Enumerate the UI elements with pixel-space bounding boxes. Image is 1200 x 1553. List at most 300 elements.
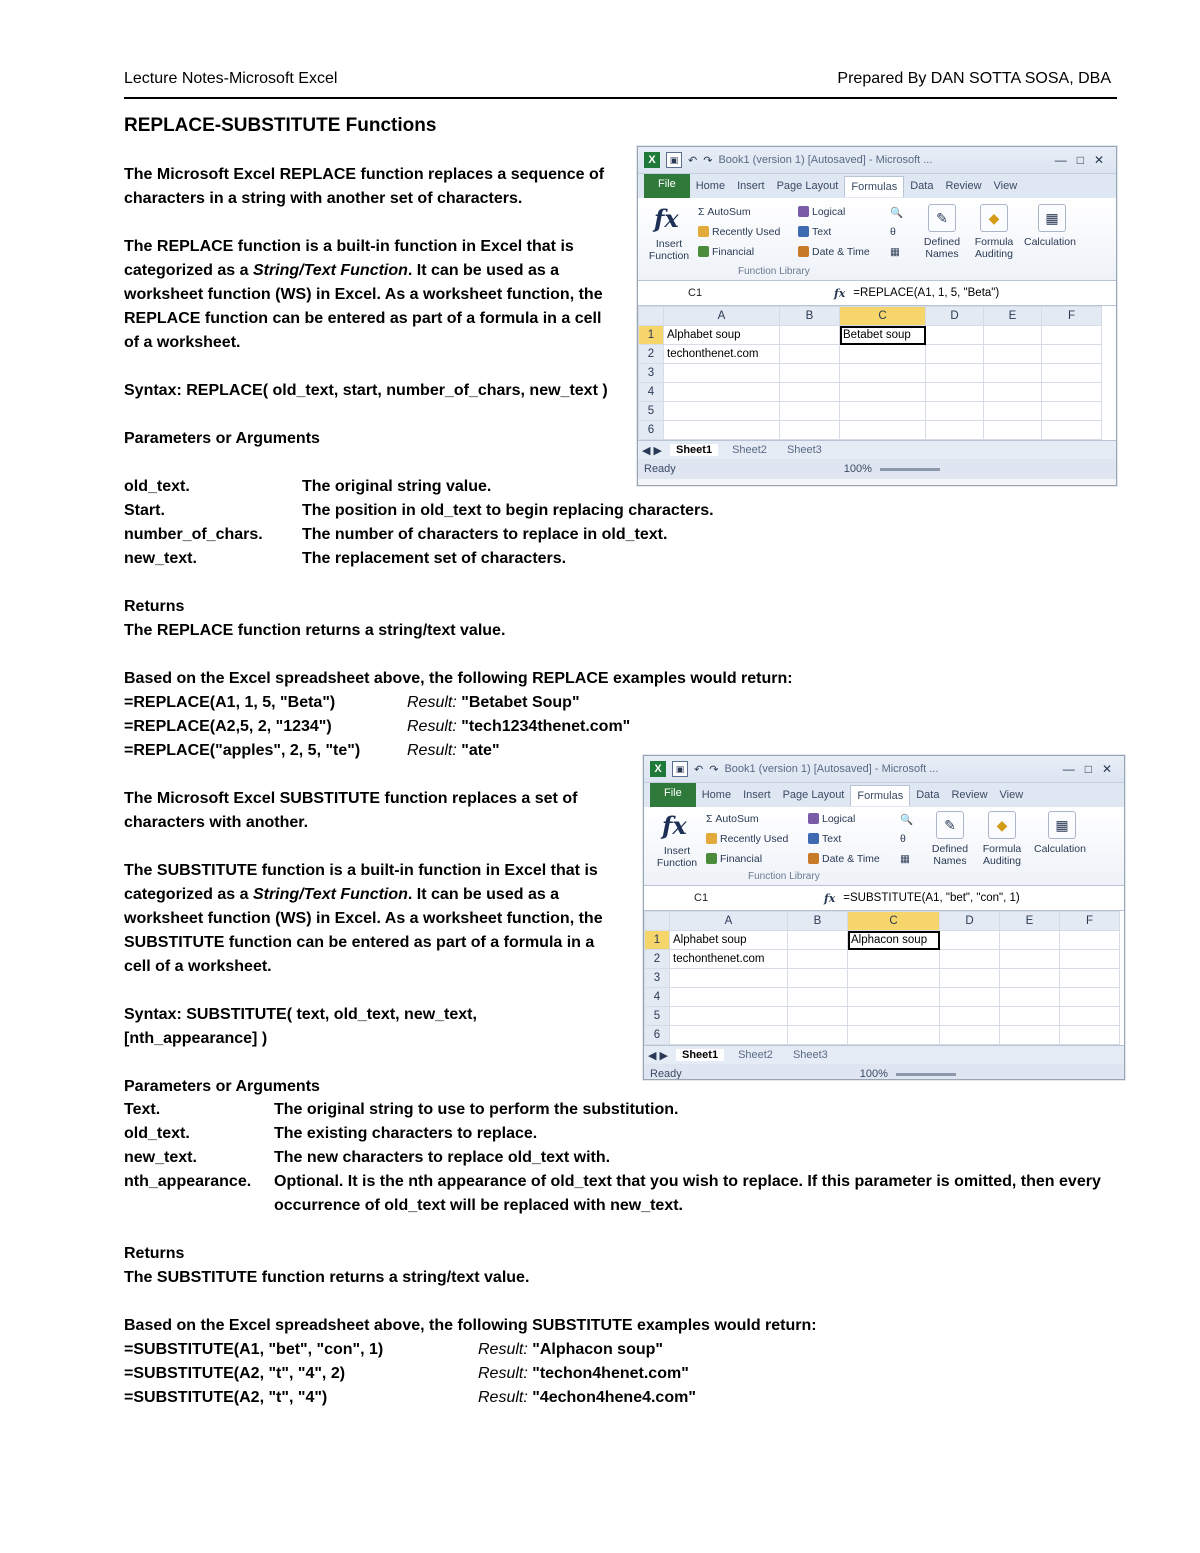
excel-logo-icon: X — [644, 152, 660, 168]
ribbon-tabs — [644, 783, 1124, 807]
param-desc: The position in old_text to begin replacing characters. — [302, 502, 714, 519]
formula-auditing-button[interactable]: Formula Auditing — [982, 843, 1022, 867]
param-desc: The new characters to replace old_text with. — [274, 1149, 611, 1166]
param-desc: The existing characters to replace. — [274, 1125, 538, 1142]
math-icon[interactable]: θ — [900, 833, 906, 845]
sheet-tab-1[interactable]: Sheet1 — [670, 444, 718, 456]
cell[interactable] — [664, 421, 780, 440]
save-icon[interactable]: ▣ — [672, 761, 688, 777]
cell[interactable] — [788, 931, 848, 950]
param-row — [124, 547, 924, 571]
cell[interactable] — [984, 421, 1042, 440]
defined-names-icon[interactable]: ✎ — [936, 811, 964, 839]
financial-button[interactable] — [706, 853, 762, 865]
zoom-slider[interactable] — [880, 468, 940, 471]
row-header[interactable]: 5 — [645, 1007, 670, 1026]
financial-button[interactable] — [698, 246, 754, 258]
lookup-icon[interactable]: 🔍 — [900, 814, 914, 826]
cell[interactable] — [1000, 931, 1060, 950]
table-row — [639, 345, 1102, 364]
cell[interactable] — [848, 1007, 940, 1026]
cell[interactable] — [1000, 1026, 1060, 1045]
table-row — [645, 1026, 1120, 1045]
status-text: Ready — [650, 1068, 682, 1080]
cell[interactable] — [788, 950, 848, 969]
cell[interactable] — [788, 1026, 848, 1045]
formula-auditing-icon[interactable]: ◆ — [988, 811, 1016, 839]
substitute-intro-block — [124, 787, 619, 1099]
cell[interactable]: Alphabet soup — [670, 931, 788, 950]
tab-review[interactable]: Review — [951, 789, 988, 801]
row-header[interactable]: 5 — [639, 402, 664, 421]
param-name: new_text. — [124, 550, 197, 567]
table-row — [645, 969, 1120, 988]
cell[interactable] — [1042, 421, 1102, 440]
maximize-icon[interactable]: □ — [1084, 762, 1092, 776]
example-row — [124, 1386, 1109, 1410]
status-bar — [638, 459, 1116, 479]
logical-icon — [798, 206, 809, 217]
save-icon[interactable]: ▣ — [666, 152, 682, 168]
cell-table — [644, 911, 1120, 1045]
example-row — [124, 1338, 1109, 1362]
param-name: old_text. — [124, 478, 190, 495]
tab-data[interactable]: Data — [916, 789, 940, 801]
result-value: "techon4henet.com" — [527, 1365, 689, 1382]
autosum-button[interactable] — [706, 813, 759, 825]
cell[interactable] — [780, 326, 840, 345]
sheet-nav-icon[interactable]: ◀ ▶ — [642, 444, 662, 457]
text-label: Text — [812, 226, 832, 238]
param-name: number_of_chars. — [124, 526, 263, 543]
insert-function-button[interactable]: Insert Function — [648, 238, 690, 262]
cell[interactable] — [780, 421, 840, 440]
result-label: Result: — [478, 1389, 528, 1406]
col-header[interactable]: B — [780, 307, 840, 326]
corner-cell[interactable] — [645, 912, 670, 931]
sheet-tab-2[interactable]: Sheet2 — [738, 1049, 773, 1061]
tab-home[interactable]: Home — [701, 789, 732, 801]
example-result — [478, 1386, 696, 1410]
result-value: "Betabet Soup" — [456, 694, 580, 711]
more-functions-icon[interactable]: ▦ — [900, 853, 910, 865]
param-row — [124, 1122, 1109, 1146]
cell[interactable]: techonthenet.com — [664, 345, 780, 364]
financial-label: Financial — [720, 853, 763, 865]
function-library-label: Function Library — [738, 266, 810, 277]
replace-params — [124, 475, 924, 763]
replace-intro-block — [124, 163, 609, 451]
cell[interactable] — [940, 931, 1000, 950]
row-header[interactable]: 6 — [645, 1026, 670, 1045]
worksheet-grid — [638, 306, 1116, 440]
substitute-returns-heading: Returns — [124, 1245, 185, 1262]
row-header[interactable]: 6 — [639, 421, 664, 440]
cell[interactable] — [984, 383, 1042, 402]
example-formula: =REPLACE(A2,5, 2, "1234") — [124, 718, 332, 735]
cell[interactable] — [840, 383, 926, 402]
result-label: Result: — [407, 694, 457, 711]
cell[interactable] — [984, 364, 1042, 383]
date-time-label: Date & Time — [812, 246, 870, 258]
cell[interactable] — [926, 402, 984, 421]
cell[interactable] — [1042, 326, 1102, 345]
cell[interactable] — [664, 402, 780, 421]
example-formula: =REPLACE("apples", 2, 5, "te") — [124, 742, 361, 759]
minimize-icon[interactable]: — — [1054, 153, 1067, 167]
example-formula: =REPLACE(A1, 1, 5, "Beta") — [124, 694, 336, 711]
substitute-builtin-b: . It can be used as a worksheet function (WS) in Excel. As a worksheet function, the SUBSTITUTE function can be entered as part of a formula in a cell of a worksheet. — [124, 886, 603, 975]
header-left: Lecture Notes-Microsoft Excel — [124, 70, 338, 87]
cell[interactable] — [1042, 364, 1102, 383]
substitute-builtin-a: The SUBSTITUTE function is a built-in function in Excel that is categorized as a — [124, 862, 598, 903]
table-row — [639, 364, 1102, 383]
cell[interactable] — [940, 1026, 1000, 1045]
name-box[interactable]: C1 — [688, 287, 703, 299]
tab-insert[interactable]: Insert — [743, 789, 771, 801]
tab-file[interactable]: File — [650, 783, 696, 807]
recently-used-button[interactable] — [706, 833, 788, 845]
star-icon — [706, 833, 717, 844]
logical-label: Logical — [812, 206, 846, 218]
calculation-icon[interactable]: ▦ — [1048, 811, 1076, 839]
example-formula: =SUBSTITUTE(A2, "t", "4") — [124, 1389, 328, 1406]
ribbon — [644, 807, 1124, 886]
cell[interactable] — [780, 364, 840, 383]
cell[interactable] — [984, 345, 1042, 364]
tab-page-layout[interactable]: Page Layout — [776, 180, 839, 192]
status-bar — [644, 1064, 1124, 1080]
cell[interactable] — [848, 988, 940, 1007]
result-label: Result: — [407, 718, 457, 735]
cell[interactable] — [848, 969, 940, 988]
replace-builtin-b: . It can be used as a worksheet function (WS) in Excel. As a worksheet function, the REPLACE function can be entered as part of a formula in a cell of a worksheet. — [124, 262, 603, 351]
substitute-builtin — [124, 859, 619, 979]
excel-screenshot-replace — [637, 146, 1117, 486]
tab-view[interactable]: View — [993, 180, 1018, 192]
logical-button[interactable] — [798, 206, 845, 218]
text-button[interactable] — [808, 833, 841, 845]
replace-builtin-a: The REPLACE function is a built-in function in Excel that is categorized as a — [124, 238, 574, 279]
financial-label: Financial — [712, 246, 755, 258]
cell[interactable] — [670, 1007, 788, 1026]
column-header-row — [645, 912, 1120, 931]
calculation-button[interactable]: Calculation — [1034, 843, 1086, 855]
financial-icon — [706, 853, 717, 864]
example-result — [407, 715, 630, 739]
page-title: REPLACE-SUBSTITUTE Functions — [124, 115, 437, 136]
formula-auditing-button[interactable]: Formula Auditing — [974, 236, 1014, 260]
cell[interactable] — [664, 364, 780, 383]
example-formula: =SUBSTITUTE(A2, "t", "4", 2) — [124, 1365, 346, 1382]
col-header[interactable]: B — [788, 912, 848, 931]
tab-review[interactable]: Review — [945, 180, 982, 192]
cell[interactable] — [1060, 950, 1120, 969]
cell[interactable] — [1000, 988, 1060, 1007]
formula-text[interactable]: =SUBSTITUTE(A1, "bet", "con", 1) — [843, 892, 1020, 904]
param-name: nth_appearance. — [124, 1173, 252, 1190]
date-time-button[interactable] — [798, 246, 870, 258]
example-result — [407, 691, 580, 715]
param-desc: The original string value. — [302, 478, 492, 495]
excel-logo-icon: X — [650, 761, 666, 777]
cell[interactable] — [670, 1026, 788, 1045]
close-icon[interactable]: ✕ — [1093, 153, 1104, 167]
replace-syntax: Syntax: REPLACE( old_text, start, number_of_chars, new_text ) — [124, 382, 608, 399]
cell[interactable]: Alphabet soup — [664, 326, 780, 345]
maximize-icon[interactable]: □ — [1076, 153, 1084, 167]
fx-icon[interactable]: fx — [824, 891, 836, 905]
cell[interactable] — [840, 345, 926, 364]
redo-icon[interactable]: ↷ — [709, 763, 719, 776]
cell[interactable] — [780, 402, 840, 421]
window-title: Book1 (version 1) [Autosaved] - Microsoft ... — [724, 763, 939, 775]
logical-label: Logical — [822, 813, 856, 825]
replace-builtin-cat: String/Text Function — [252, 262, 408, 279]
substitute-params — [124, 1098, 1109, 1410]
cell[interactable] — [780, 383, 840, 402]
cell[interactable] — [984, 402, 1042, 421]
col-header[interactable]: A — [664, 307, 780, 326]
sheet-tab-1[interactable]: Sheet1 — [676, 1049, 724, 1061]
tab-file[interactable]: File — [644, 174, 690, 198]
sheet-nav-icon[interactable]: ◀ ▶ — [648, 1049, 668, 1062]
cell[interactable] — [940, 969, 1000, 988]
replace-builtin — [124, 235, 609, 355]
result-value: "Alphacon soup" — [527, 1341, 663, 1358]
defined-names-icon[interactable]: ✎ — [928, 204, 956, 232]
substitute-intro: The Microsoft Excel SUBSTITUTE function replaces a set of characters with another. — [124, 790, 578, 831]
column-header-row — [639, 307, 1102, 326]
recently-used-label: Recently Used — [720, 833, 789, 845]
param-desc: The number of characters to replace in old_text. — [302, 526, 668, 543]
row-header[interactable]: 3 — [645, 969, 670, 988]
worksheet-grid — [644, 911, 1124, 1045]
param-desc: The replacement set of characters. — [302, 550, 567, 567]
cell[interactable]: techonthenet.com — [670, 950, 788, 969]
close-icon[interactable]: ✕ — [1101, 762, 1112, 776]
example-row — [124, 1362, 1109, 1386]
row-header[interactable]: 2 — [645, 950, 670, 969]
redo-icon[interactable]: ↷ — [703, 154, 713, 167]
text-button[interactable] — [798, 226, 831, 238]
cell[interactable] — [788, 1007, 848, 1026]
table-row — [645, 1007, 1120, 1026]
tab-formulas[interactable]: Formulas — [844, 176, 904, 197]
cell[interactable] — [1042, 345, 1102, 364]
defined-names-button[interactable]: Defined Names — [931, 843, 969, 867]
row-header[interactable]: 3 — [639, 364, 664, 383]
corner-cell[interactable] — [639, 307, 664, 326]
table-row — [639, 383, 1102, 402]
param-desc: Optional. It is the nth appearance of old_text that you wish to replace. If this parameter is omitted, then every occurrence of old_text will be replaced with new_text. — [274, 1173, 1101, 1214]
col-header[interactable]: E — [984, 307, 1042, 326]
insert-function-icon[interactable]: fx — [662, 811, 687, 840]
zoom-level[interactable]: 100% — [859, 1068, 888, 1080]
tab-page-layout[interactable]: Page Layout — [782, 789, 845, 801]
substitute-builtin-cat: String/Text Function — [252, 886, 408, 903]
formula-text[interactable]: =REPLACE(A1, 1, 5, "Beta") — [853, 287, 1000, 299]
result-value: "tech1234thenet.com" — [456, 718, 631, 735]
financial-icon — [698, 246, 709, 257]
row-header[interactable]: 2 — [639, 345, 664, 364]
cell[interactable] — [1060, 969, 1120, 988]
excel-screenshot-substitute — [643, 755, 1125, 1080]
cell[interactable] — [1000, 950, 1060, 969]
defined-names-button[interactable]: Defined Names — [923, 236, 961, 260]
cell[interactable] — [840, 402, 926, 421]
col-header[interactable]: D — [926, 307, 984, 326]
cell-table — [638, 306, 1102, 440]
insert-function-icon[interactable]: fx — [654, 204, 679, 233]
cell[interactable] — [926, 421, 984, 440]
table-row — [645, 950, 1120, 969]
result-label: Result: — [407, 742, 457, 759]
fx-icon[interactable]: fx — [834, 286, 846, 300]
replace-intro: The Microsoft Excel REPLACE function replaces a sequence of characters in a string with another set of characters. — [124, 166, 605, 207]
formula-bar — [644, 886, 1124, 911]
window-title: Book1 (version 1) [Autosaved] - Microsoft ... — [718, 154, 933, 166]
param-row — [124, 499, 924, 523]
recently-used-button[interactable] — [698, 226, 780, 238]
substitute-syntax-2: [nth_appearance] ) — [124, 1030, 268, 1047]
cell[interactable] — [926, 364, 984, 383]
cell[interactable] — [788, 969, 848, 988]
logical-icon — [808, 813, 819, 824]
cell[interactable] — [1060, 931, 1120, 950]
date-time-button[interactable] — [808, 853, 880, 865]
formula-auditing-icon[interactable]: ◆ — [980, 204, 1008, 232]
insert-function-button[interactable]: Insert Function — [656, 845, 698, 869]
col-header[interactable]: C — [840, 307, 926, 326]
math-icon[interactable]: θ — [890, 226, 896, 238]
col-header[interactable]: F — [1042, 307, 1102, 326]
param-name: Start. — [124, 502, 165, 519]
excel-titlebar — [644, 756, 1124, 783]
param-name: old_text. — [124, 1125, 190, 1142]
zoom-level[interactable]: 100% — [843, 463, 872, 475]
table-row — [639, 326, 1102, 345]
cell[interactable] — [940, 988, 1000, 1007]
cell-selected[interactable]: Alphacon soup — [848, 931, 940, 950]
cell[interactable] — [848, 1026, 940, 1045]
replace-returns-heading: Returns — [124, 598, 185, 615]
cell[interactable] — [1000, 1007, 1060, 1026]
col-header[interactable]: D — [940, 912, 1000, 931]
cell[interactable] — [1042, 402, 1102, 421]
cell[interactable] — [788, 988, 848, 1007]
ribbon — [638, 198, 1116, 281]
cell[interactable] — [840, 421, 926, 440]
excel-titlebar — [638, 147, 1116, 174]
cell[interactable] — [1042, 383, 1102, 402]
cell[interactable] — [1060, 1026, 1120, 1045]
text-icon — [798, 226, 809, 237]
cell[interactable] — [926, 383, 984, 402]
undo-icon[interactable]: ↶ — [688, 154, 698, 167]
cell[interactable] — [670, 988, 788, 1007]
col-header[interactable]: C — [848, 912, 940, 931]
tab-formulas[interactable]: Formulas — [850, 785, 910, 806]
cell[interactable] — [1060, 1007, 1120, 1026]
result-label: Result: — [478, 1341, 528, 1358]
param-row — [124, 1098, 1109, 1122]
lookup-icon[interactable]: 🔍 — [890, 207, 904, 219]
tab-data[interactable]: Data — [910, 180, 934, 192]
example-formula: =SUBSTITUTE(A1, "bet", "con", 1) — [124, 1341, 384, 1358]
sheet-tabs-bar — [644, 1045, 1124, 1064]
cell[interactable] — [926, 326, 984, 345]
formula-bar — [638, 281, 1116, 306]
col-header[interactable]: E — [1000, 912, 1060, 931]
param-name: new_text. — [124, 1149, 197, 1166]
star-icon — [698, 226, 709, 237]
calculation-button[interactable]: Calculation — [1024, 236, 1076, 248]
sheet-tab-3[interactable]: Sheet3 — [792, 1049, 828, 1061]
autosum-button[interactable] — [698, 206, 751, 218]
recently-used-label: Recently Used — [712, 226, 781, 238]
param-row — [124, 523, 924, 547]
replace-returns-text: The REPLACE function returns a string/text value. — [124, 622, 506, 639]
cell[interactable] — [848, 950, 940, 969]
cell[interactable] — [926, 345, 984, 364]
cell-selected[interactable]: Betabet soup — [840, 326, 926, 345]
name-box[interactable]: C1 — [694, 892, 709, 904]
row-header[interactable]: 1 — [639, 326, 664, 345]
logical-button[interactable] — [808, 813, 855, 825]
ribbon-tabs — [638, 174, 1116, 198]
minimize-icon[interactable]: — — [1062, 762, 1075, 776]
calculation-icon[interactable]: ▦ — [1038, 204, 1066, 232]
sheet-tab-3[interactable]: Sheet3 — [786, 444, 822, 456]
row-header[interactable]: 4 — [639, 383, 664, 402]
param-name: Text. — [124, 1101, 161, 1118]
tab-insert[interactable]: Insert — [737, 180, 765, 192]
substitute-examples-intro: Based on the Excel spreadsheet above, the following SUBSTITUTE examples would return: — [124, 1317, 817, 1334]
result-label: Result: — [478, 1365, 528, 1382]
cell[interactable] — [670, 969, 788, 988]
col-header[interactable]: A — [670, 912, 788, 931]
col-header[interactable]: F — [1060, 912, 1120, 931]
example-result — [478, 1362, 689, 1386]
example-result — [478, 1338, 663, 1362]
zoom-slider[interactable] — [896, 1073, 956, 1076]
cell[interactable] — [664, 383, 780, 402]
cell[interactable] — [780, 345, 840, 364]
cell[interactable] — [940, 950, 1000, 969]
sheet-tab-2[interactable]: Sheet2 — [732, 444, 767, 456]
param-row — [124, 1146, 1109, 1170]
substitute-params-heading: Parameters or Arguments — [124, 1078, 320, 1095]
tab-home[interactable]: Home — [695, 180, 726, 192]
undo-icon[interactable]: ↶ — [694, 763, 704, 776]
date-time-label: Date & Time — [822, 853, 880, 865]
calendar-icon — [798, 246, 809, 257]
row-header[interactable]: 1 — [645, 931, 670, 950]
cell[interactable] — [940, 1007, 1000, 1026]
cell[interactable] — [984, 326, 1042, 345]
cell[interactable] — [1060, 988, 1120, 1007]
more-functions-icon[interactable]: ▦ — [890, 246, 900, 258]
table-row — [645, 988, 1120, 1007]
tab-view[interactable]: View — [999, 789, 1024, 801]
example-result — [407, 739, 500, 763]
cell[interactable] — [840, 364, 926, 383]
substitute-returns-text: The SUBSTITUTE function returns a string/text value. — [124, 1269, 530, 1286]
row-header[interactable]: 4 — [645, 988, 670, 1007]
cell[interactable] — [1000, 969, 1060, 988]
example-row — [124, 715, 924, 739]
